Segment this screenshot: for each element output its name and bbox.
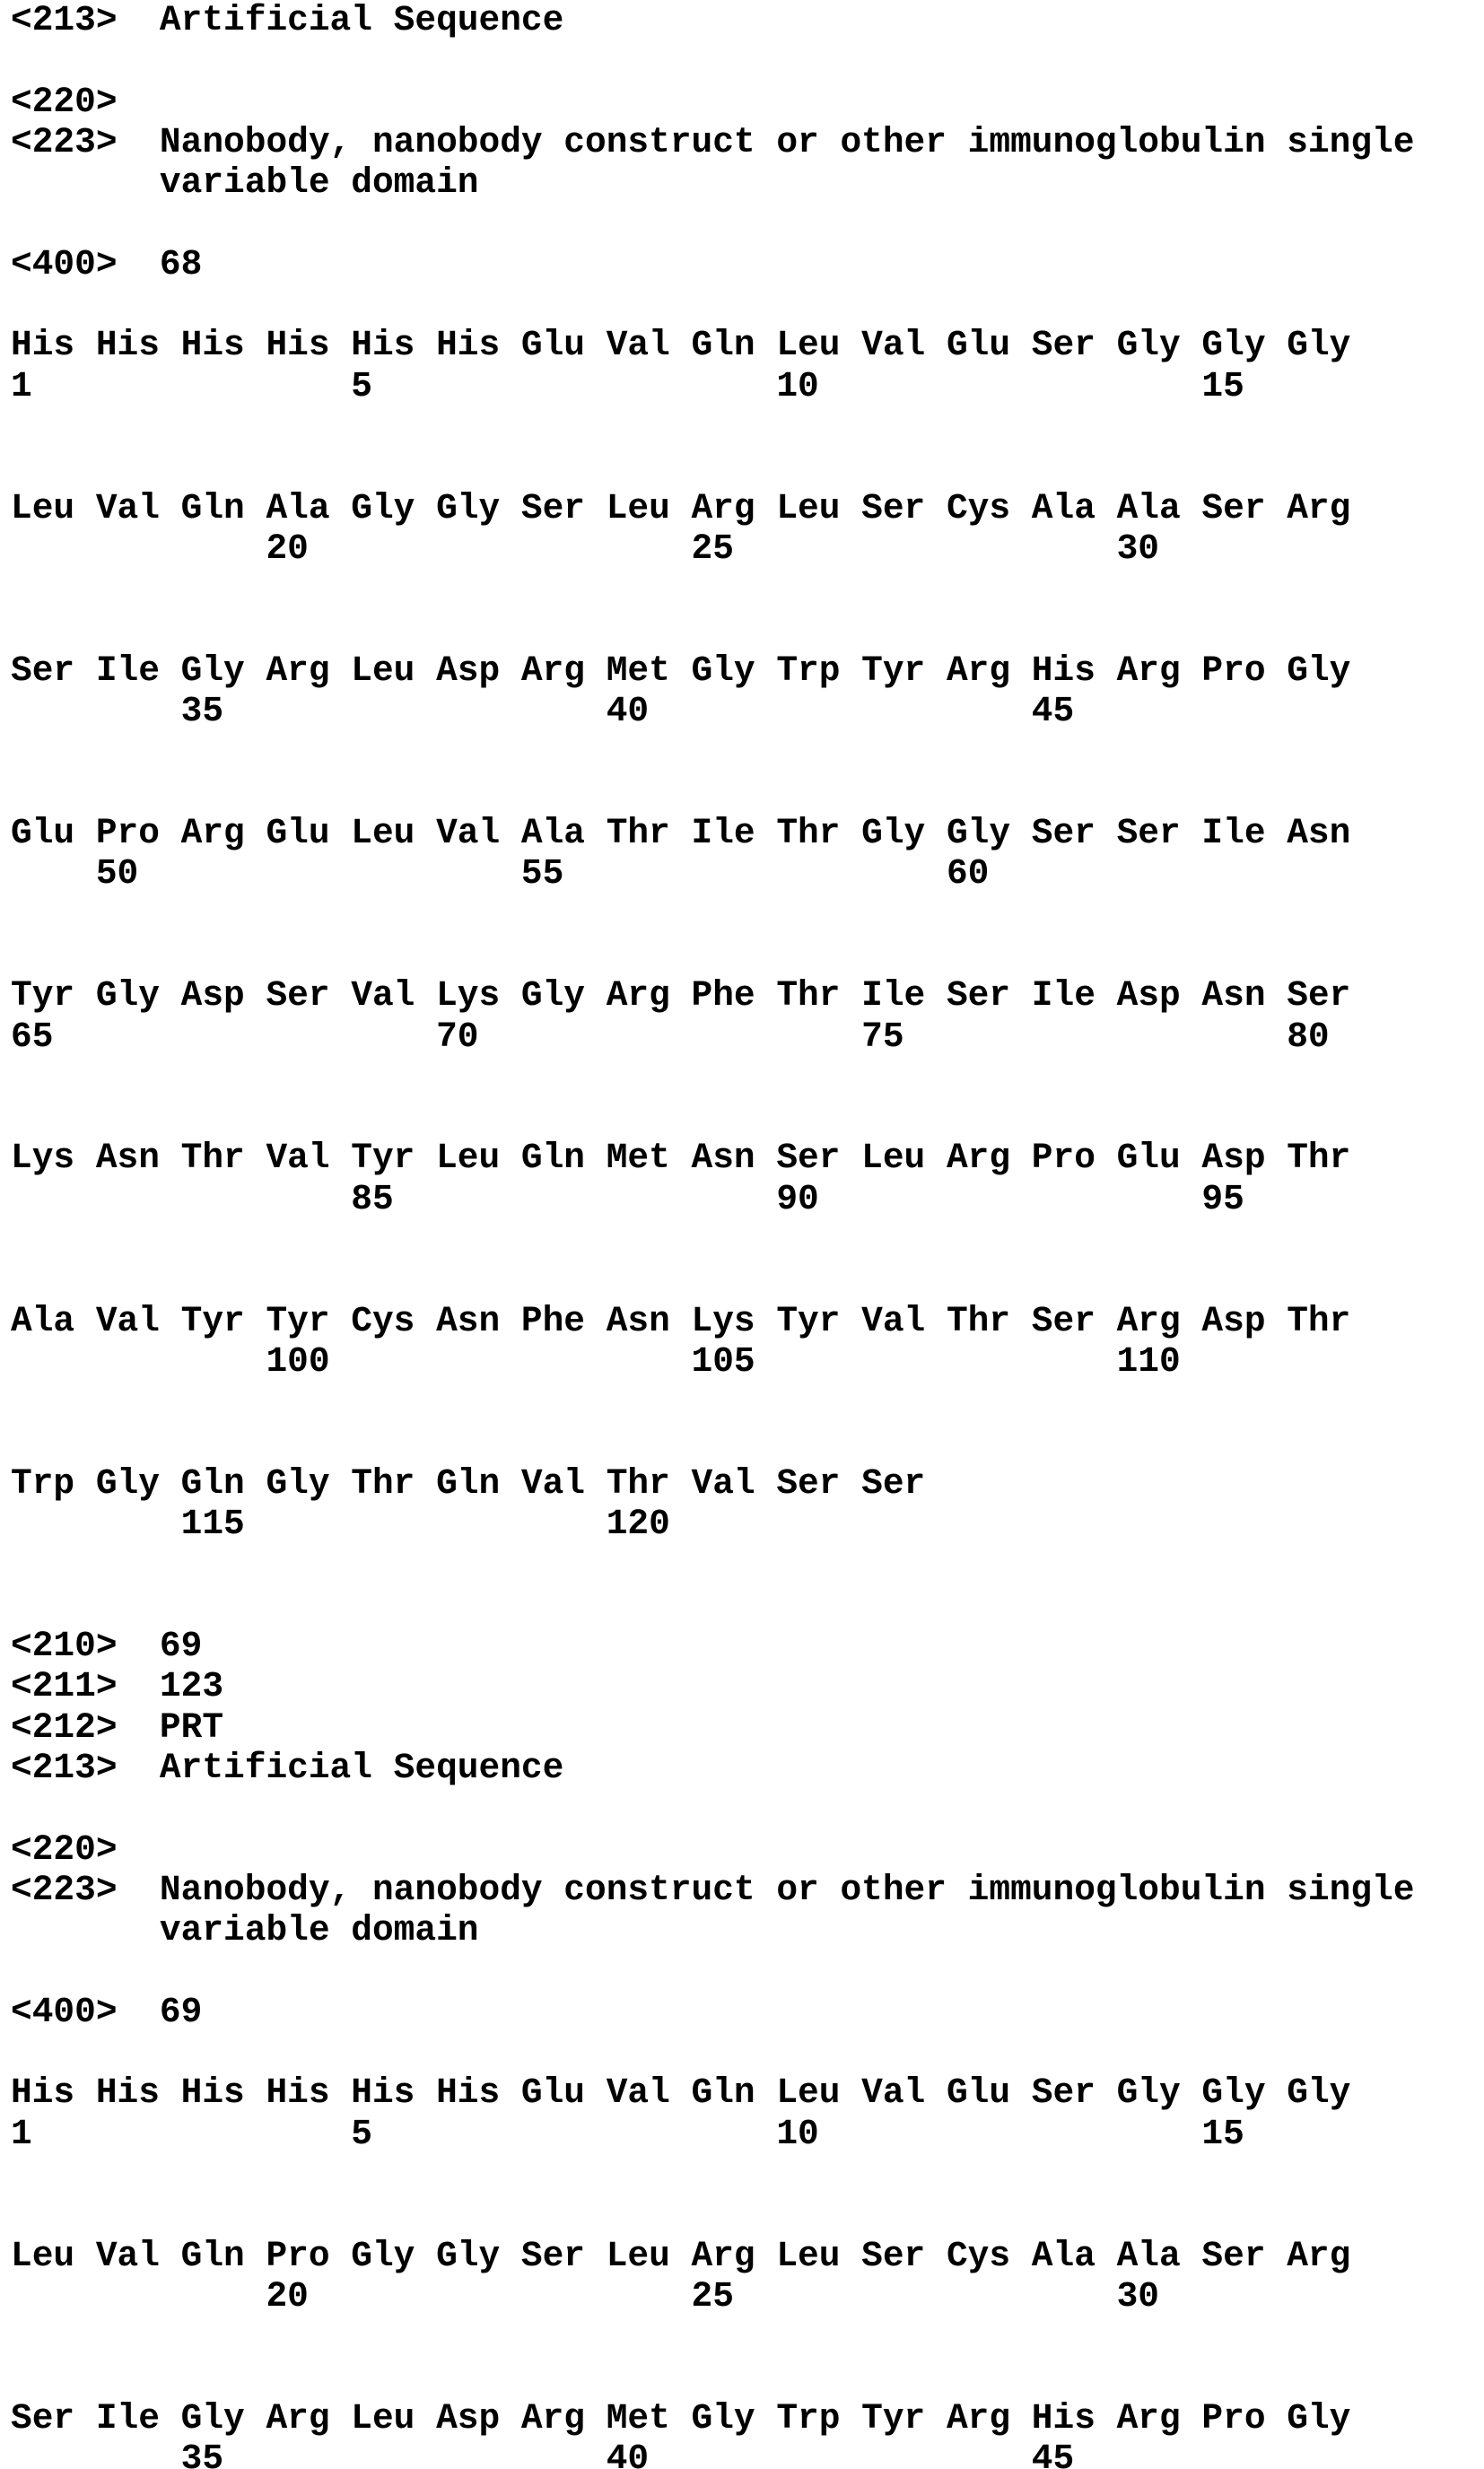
position-number-line: 100 105 110	[11, 1340, 1181, 1382]
position-number-line: 115 120	[11, 1504, 670, 1545]
residue-line: His His His His His His Glu Val Gln Leu Val Glu Ser Gly Gly Gly	[11, 325, 1351, 366]
residue-line: Tyr Gly Asp Ser Val Lys Gly Arg Phe Thr Ile Ser Ile Asp Asn Ser	[11, 975, 1351, 1016]
position-number-line: 1 5 10 15	[11, 365, 1244, 406]
tag-continuation-line: variable domain	[11, 162, 479, 204]
sequence-tag-line: <220>	[11, 1828, 118, 1870]
position-number-line: 20 25 30	[11, 2275, 1160, 2316]
residue-line: Ser Ile Gly Arg Leu Asp Arg Met Gly Trp Tyr Arg His Arg Pro Gly	[11, 650, 1351, 691]
residue-line: Trp Gly Gln Gly Thr Gln Val Thr Val Ser Ser	[11, 1462, 926, 1504]
residue-line: Glu Pro Arg Glu Leu Val Ala Thr Ile Thr Gly Gly Ser Ser Ile Asn	[11, 813, 1351, 853]
position-number-line: 85 90 95	[11, 1178, 1244, 1219]
sequence-tag-line: <223> Nanobody, nanobody construct or other immunoglobulin single	[11, 121, 1415, 162]
sequence-tag-line: <223> Nanobody, nanobody construct or other immunoglobulin single	[11, 1869, 1415, 1910]
position-number-line: 50 55 60	[11, 853, 990, 894]
sequence-tag-line: <400> 69	[11, 1991, 203, 2032]
residue-line: His His His His His His Glu Val Gln Leu Val Glu Ser Gly Gly Gly	[11, 2072, 1351, 2114]
sequence-tag-line: <220>	[11, 81, 118, 122]
residue-line: Leu Val Gln Pro Gly Gly Ser Leu Arg Leu Ser Cys Ala Ala Ser Arg	[11, 2235, 1351, 2276]
position-number-line: 20 25 30	[11, 528, 1160, 569]
sequence-tag-line: <213> Artificial Sequence	[11, 0, 564, 40]
position-number-line: 1 5 10 15	[11, 2113, 1244, 2154]
position-number-line: 35 40 45	[11, 691, 1075, 732]
position-number-line: 65 70 75 80	[11, 1016, 1330, 1057]
sequence-tag-line: <213> Artificial Sequence	[11, 1747, 564, 1788]
sequence-tag-line: <211> 123	[11, 1666, 224, 1707]
sequence-tag-line: <210> 69	[11, 1626, 203, 1666]
tag-continuation-line: variable domain	[11, 1910, 479, 1951]
residue-line: Lys Asn Thr Val Tyr Leu Gln Met Asn Ser Leu Arg Pro Glu Asp Thr	[11, 1138, 1351, 1179]
sequence-tag-line: <212> PRT	[11, 1706, 224, 1748]
sequence-tag-line: <400> 68	[11, 243, 203, 284]
residue-line: Ala Val Tyr Tyr Cys Asn Phe Asn Lys Tyr Val Thr Ser Arg Asp Thr	[11, 1300, 1351, 1341]
position-number-line: 35 40 45	[11, 2438, 1075, 2469]
residue-line: Ser Ile Gly Arg Leu Asp Arg Met Gly Trp Tyr Arg His Arg Pro Gly	[11, 2397, 1351, 2438]
residue-line: Leu Val Gln Ala Gly Gly Ser Leu Arg Leu Ser Cys Ala Ala Ser Arg	[11, 487, 1351, 528]
